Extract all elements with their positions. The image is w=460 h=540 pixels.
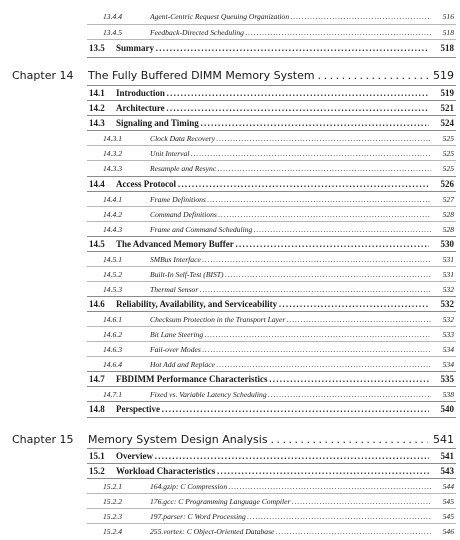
toc-title: 176.gcc: C Programming Language Compiler . . . [150,497,431,506]
toc-title: Clock Data Recovery . . . [150,134,431,143]
toc-page: 531 [442,270,454,279]
toc-number: 14.6.1 [103,315,122,324]
toc-page: 525 [442,149,454,158]
toc-subsection-14-3-1 [0,131,460,145]
toc-title: Fixed vs. Variable Latency Scheduling . . . [150,390,431,399]
toc-subsection-14-5-1 [0,252,460,266]
toc-section-14-8 [0,402,460,416]
toc-chapter-15 [0,430,460,450]
toc-subsection-14-4-3 [0,222,460,236]
toc-subsection-14-6-1 [0,312,460,326]
toc-title: Resample and Resync . . . [150,164,431,173]
toc-title: FBDIMM Performance Characteristics . . . [116,374,429,384]
toc-title: Command Definitions . . . [150,210,431,219]
toc-title: SMBus Interface . . . [150,255,431,264]
toc-page: 526 [440,179,454,189]
toc-divider [87,417,456,418]
toc-page: 534 [442,360,454,369]
toc-section-15-2 [0,464,460,478]
toc-page: 528 [442,210,454,219]
toc-number: 14.6.2 [103,330,122,339]
toc-subsection-14-7-1 [0,387,460,401]
toc-number: 14.5 [89,239,105,249]
toc-page: 532 [442,315,454,324]
toc-page: 519 [440,88,454,98]
toc-number: 14.5.2 [103,270,122,279]
toc-subsection-15-2-3 [0,509,460,523]
toc-title: Overview . . . [116,451,429,461]
chapter-label: Chapter 15 [12,433,74,446]
toc-page: 524 [440,118,454,128]
toc-number: 15.2.1 [103,482,122,491]
toc-number: 14.1 [89,88,105,98]
toc-page: 545 [442,497,454,506]
toc-page: 544 [442,482,454,491]
toc-page: 518 [440,43,454,53]
toc-page: 531 [442,255,454,264]
toc-number: 14.5.1 [103,255,122,264]
toc-title: Checksum Protection in the Transport Layer . . . [150,315,431,324]
toc-section-14-6 [0,297,460,311]
toc-section-14-4 [0,177,460,191]
toc-page: 521 [440,103,454,113]
toc-title: Access Protocol . . . [116,179,429,189]
toc-title: Bit Lane Steering . . . [150,330,431,339]
toc-subsection-13-4-4 [0,9,460,23]
toc-number: 14.3.3 [103,164,122,173]
toc-subsection-15-2-1 [0,479,460,493]
toc-title: Hot Add and Replace . . . [150,360,431,369]
toc-page: 546 [442,527,454,536]
toc-page: 518 [442,28,454,37]
toc-page: 516 [442,12,454,21]
toc-subsection-15-2-4 [0,524,460,538]
toc-title: Agent-Centric Request Queuing Organization . . . [150,12,431,21]
toc-subsection-14-3-2 [0,146,460,160]
toc-page: 538 [442,390,454,399]
toc-number: 14.7.1 [103,390,122,399]
toc-title: Summary . . . [116,43,429,53]
chapter-page: 519 [433,69,454,82]
toc-number: 15.1 [89,451,105,461]
toc-number: 15.2 [89,466,105,476]
toc-title: Reliability, Availability, and Serviceability . . . [116,299,429,309]
toc-title: Frame Definitions . . . [150,195,431,204]
toc-number: 15.2.4 [103,527,122,536]
toc-page: 545 [442,512,454,521]
chapter-title: Memory System Design Analysis . . . [88,433,428,446]
toc-subsection-14-3-3 [0,161,460,175]
toc-page: 527 [442,195,454,204]
toc-subsection-15-2-2 [0,494,460,508]
toc-number: 14.3.2 [103,149,122,158]
toc-number: 14.4.3 [103,225,122,234]
toc-title: Frame and Command Scheduling . . . [150,225,431,234]
toc-number: 14.4.2 [103,210,122,219]
toc-title: The Advanced Memory Buffer . . . [116,239,429,249]
toc-number: 14.3.1 [103,134,122,143]
toc-title: Introduction . . . [116,88,429,98]
toc-section-13-5 [0,41,460,55]
toc-page: 532 [442,285,454,294]
toc-number: 13.5 [89,43,105,53]
toc-number: 14.4.1 [103,195,122,204]
toc-title: Feedback-Directed Scheduling . . . [150,28,431,37]
toc-title: Built-In Self-Test (BIST) . . . [150,270,431,279]
toc-title: 255.vortex: C Object-Oriented Database . . . [150,527,431,536]
toc-page: 534 [442,345,454,354]
toc-subsection-14-6-4 [0,357,460,371]
toc-divider [87,39,456,40]
toc-page: 525 [442,134,454,143]
toc-number: 15.2.3 [103,512,122,521]
toc-page: 543 [440,466,454,476]
toc-page: 530 [440,239,454,249]
toc-subsection-13-4-5 [0,25,460,39]
toc-title: Signaling and Timing . . . [116,118,429,128]
toc-chapter-14 [0,66,460,86]
toc-divider [87,57,456,58]
toc-title: 197.parser: C Word Processing . . . [150,512,431,521]
toc-number: 14.3 [89,118,105,128]
toc-section-14-7 [0,372,460,386]
toc-subsection-14-4-1 [0,192,460,206]
toc-subsection-14-5-2 [0,267,460,281]
toc-number: 13.4.4 [103,12,122,21]
toc-title: Thermal Sensor . . . [150,285,431,294]
toc-section-14-5 [0,237,460,251]
toc-number: 14.5.3 [103,285,122,294]
toc-subsection-14-6-3 [0,342,460,356]
toc-section-14-1 [0,86,460,100]
toc-page: 525 [442,164,454,173]
toc-subsection-14-4-2 [0,207,460,221]
toc-title: Fail-over Modes . . . [150,345,431,354]
toc-number: 13.4.5 [103,28,122,37]
chapter-title: The Fully Buffered DIMM Memory System . . . [88,69,428,82]
toc-page: 540 [440,404,454,414]
toc-page: 533 [442,330,454,339]
toc-subsection-14-5-3 [0,282,460,296]
toc-title: Perspective . . . [116,404,429,414]
toc-number: 14.6 [89,299,105,309]
toc-title: 164.gzip: C Compression . . . [150,482,431,491]
toc-number: 15.2.2 [103,497,122,506]
toc-section-14-3 [0,116,460,130]
toc-section-15-1 [0,449,460,463]
toc-title: Architecture . . . [116,103,429,113]
toc-number: 14.6.4 [103,360,122,369]
toc-title: Unit Interval . . . [150,149,431,158]
chapter-label: Chapter 14 [12,69,74,82]
toc-title: Workload Characteristics . . . [116,466,429,476]
toc-subsection-14-6-2 [0,327,460,341]
chapter-page: 541 [433,433,454,446]
toc-page: 535 [440,374,454,384]
toc-number: 14.8 [89,404,105,414]
toc-number: 14.2 [89,103,105,113]
toc-number: 14.7 [89,374,105,384]
toc-number: 14.4 [89,179,105,189]
toc-page: 528 [442,225,454,234]
toc-page: 532 [440,299,454,309]
toc-number: 14.6.3 [103,345,122,354]
toc-section-14-2 [0,101,460,115]
toc-page: 541 [440,451,454,461]
